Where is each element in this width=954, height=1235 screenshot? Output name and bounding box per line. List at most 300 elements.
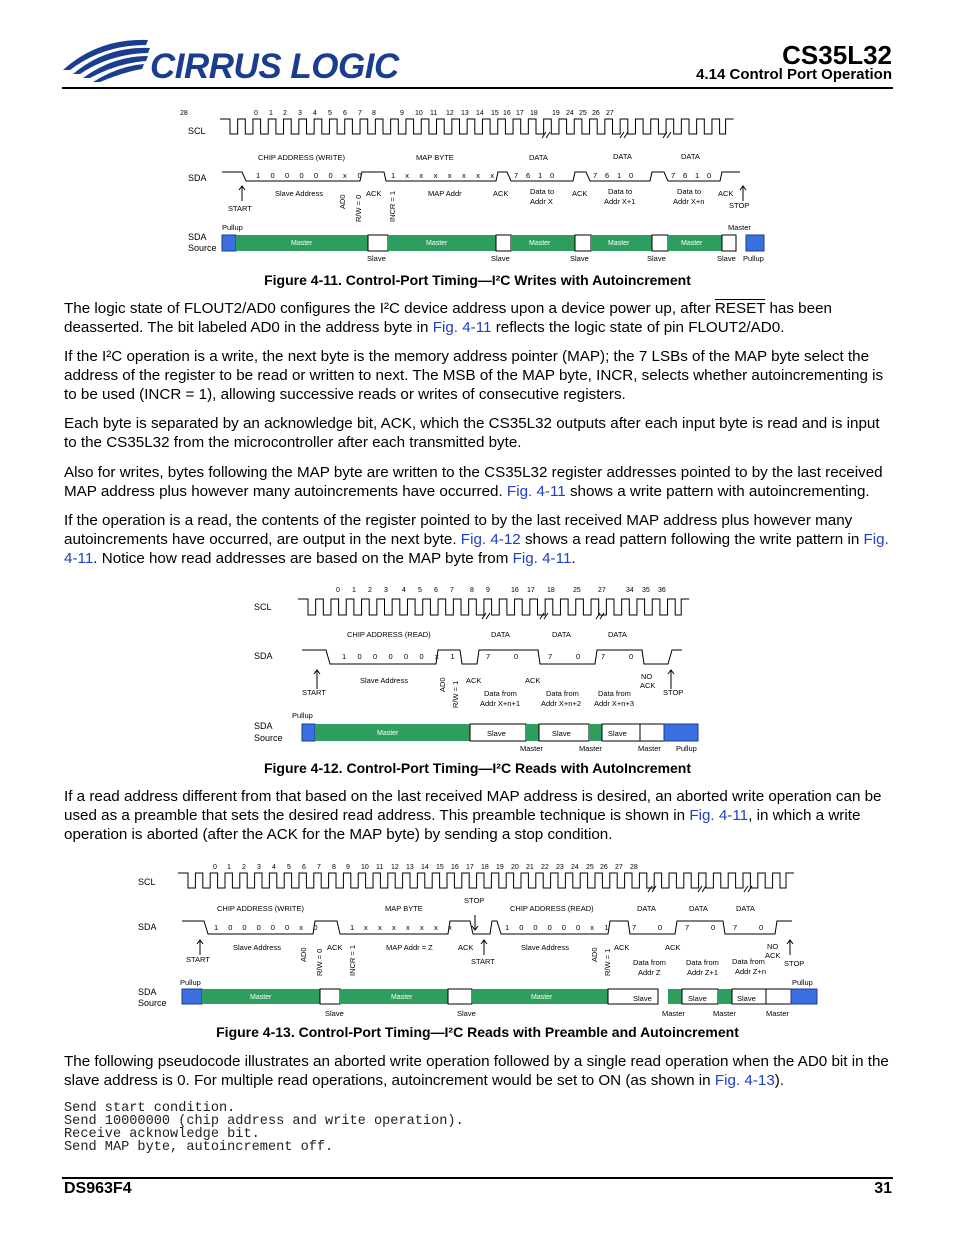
clock-number: 14 [421,864,429,871]
bit-value: 1 [214,923,219,932]
fig-4-11-link[interactable]: Fig. 4-11 [512,550,572,567]
bit-value: 7 [733,923,738,932]
clock-number: 22 [541,864,549,871]
bit-value: 0 [270,923,275,932]
bit-value: 1 [450,652,455,661]
ad0-label-1: AD0 [299,947,308,962]
clock-number: 25 [573,587,581,594]
fig-4-11-link[interactable]: Fig. 4-11 [689,807,749,824]
data-to-label-3: Data to [677,187,702,196]
clock-number: 12 [391,864,399,871]
ack-label-1: ACK [327,943,343,952]
rw-label: R/W = 0 [354,194,363,222]
figure-4-11-caption: Figure 4-11. Control-Port Timing—I²C Writes with Autoincrement [264,272,691,288]
source-label-2: Source [254,733,283,743]
figure-4-13-diagram [130,858,830,1020]
scl-label: SCL [188,126,206,136]
clock-number: 5 [418,587,422,594]
clock-number: 2 [368,587,372,594]
data-label-2: DATA [689,904,708,913]
reset-signal: RESET [714,300,766,317]
bit-value: x [476,171,480,180]
clock-number: 25 [579,110,587,117]
page-number: 31 [874,1180,892,1197]
waveform-break-mark [596,613,604,619]
slave-bar-label-1: Slave [633,994,652,1003]
clock-number: 18 [530,110,538,117]
clock-number: 16 [451,864,459,871]
data-from-label-3: Data from [598,689,631,698]
data-from-label-2: Data from [546,689,579,698]
document-title: CS35L32 [782,40,892,70]
bit-value: 0 [658,923,663,932]
bit-value: x [590,923,594,932]
paragraph-3: Each byte is separated by an acknowledge bit, ACK, which the CS35L32 outputs after each input byte is read and is input to the CS35L32 from the microcontroller after each transmitted byte. [64,415,880,451]
master-label-6: Master [766,1009,789,1018]
paragraph-7 [64,1052,894,1090]
slave-label-2: Slave [552,729,571,738]
master-label-2: Master [391,994,413,1001]
addr-z1-label: Addr Z+1 [687,968,719,977]
bit-value: x [378,923,382,932]
start-label: START [228,204,252,213]
fig-4-12-link[interactable]: Fig. 4-12 [460,531,521,548]
figure-4-12-caption: Figure 4-12. Control-Port Timing—I²C Reads with AutoIncrement [263,760,692,776]
bit-value: 1 [350,923,355,932]
figure-4-12-diagram [250,582,710,758]
p4-text-b: shows a write pattern with autoincrementing. [565,483,870,500]
bit-value: 0 [533,923,538,932]
paragraph-5 [64,511,894,568]
bit-value: 1 [604,923,609,932]
clock-number: 20 [511,864,519,871]
pullup-label-1: Pullup [222,223,243,232]
bit-value: 0 [629,171,634,180]
bit-value: 0 [242,923,247,932]
start-label-2: START [471,957,495,966]
rw-label: R/W = 1 [451,680,460,708]
bit-value: 0 [519,923,524,932]
bit-value: 0 [388,652,393,661]
addr-xn1-label: Addr X+n+1 [480,699,521,708]
bit-value: 0 [550,171,555,180]
slave-label-2: Slave [491,254,510,263]
bit-value: 7 [548,652,553,661]
bit-value: 0 [285,923,290,932]
p6-text-a: If a read address different from that based on the last received MAP address is desired, an aborted write operation can be used as a preamble that sets the desired read address. This preamble technique is shown in [64,788,882,824]
bit-value: 6 [605,171,610,180]
bit-value: x [364,923,368,932]
bit-value: x [447,171,452,180]
stop-label: STOP [729,201,750,210]
bit-value: 1 [695,171,700,180]
master-label-3: Master [531,994,553,1001]
clock-number: 19 [496,864,504,871]
slave-label-3: Slave [570,254,589,263]
master-label-3: Master [529,240,551,247]
clock-number: 24 [566,110,574,117]
chip-address-label: CHIP ADDRESS (WRITE) [258,153,345,162]
figure-4-13-caption: Figure 4-13. Control-Port Timing—I²C Reads with Preamble and Autoincrement [216,1024,739,1040]
pullup-label-1: Pullup [180,978,201,987]
bit-value: 0 [270,171,275,180]
paragraph-1 [64,299,894,337]
bit-value: 7 [514,171,519,180]
slave-bar-label-3: Slave [737,994,756,1003]
clock-number: 5 [328,110,332,117]
ack-label-4: ACK [718,189,734,198]
waveform-break-mark [540,613,548,619]
bit-value: 0 [561,923,566,932]
fig-4-11-link[interactable]: Fig. 4-11 [64,531,889,567]
footer-rule [62,1177,893,1179]
incr-label: INCR = 1 [388,190,397,222]
ack-label-2: ACK [493,189,509,198]
clock-number: 10 [415,110,423,117]
clock-number: 0 [213,864,217,871]
p1-text-b: has been deasserted. The bit labeled AD0 in the address byte in [64,300,832,336]
bit-value: 0 [419,652,424,661]
waveform-break-mark [744,886,752,892]
p1-text-a: The logic state of FLOUT2/AD0 configures the I²C device address upon a device power up, after [64,300,715,317]
no-ack-label-1: NO [767,942,779,951]
clock-number: 7 [450,587,454,594]
master-label-5: Master [681,240,703,247]
bit-value: 0 [228,923,233,932]
clock-number: 14 [476,110,484,117]
data-from-label-2: Data from [686,958,719,967]
bit-value: 0 [357,171,362,180]
p7-text-b: ). [774,1072,785,1089]
bit-value: 0 [314,171,319,180]
slave-label-2: Slave [457,1009,476,1018]
bit-value: x [434,923,438,932]
master-label-4: Master [608,240,630,247]
p5-text-b: shows a read pattern following the write pattern in [520,531,864,548]
master-label-1: Master [250,994,272,1001]
bit-value: 1 [617,171,622,180]
chip-address-label: CHIP ADDRESS (READ) [347,630,431,639]
no-ack-label-2: ACK [640,681,656,690]
addr-x1-label: Addr X+1 [604,197,636,206]
p4-text-a: Also for writes, bytes following the MAP byte are written to the CS35L32 register addresses pointed to by the last received MAP address plus however many autoincrements have occurred. [64,464,883,500]
paragraph-4 [64,463,894,501]
addr-xn2-label: Addr X+n+2 [541,699,582,708]
slave-address-label-2: Slave Address [521,943,569,952]
clock-number: 4 [272,864,276,871]
addr-z-label: Addr Z [638,968,661,977]
bit-value: 1 [391,171,396,180]
ack-label-3: ACK [614,943,630,952]
paragraph-6 [64,787,894,844]
ad0-label: AD0 [338,194,347,209]
clock-number: 9 [400,110,404,117]
sda-label: SDA [254,651,273,661]
slave-label-4: Slave [647,254,666,263]
p1-text-c: reflects the logic state of pin FLOUT2/AD0. [491,319,785,336]
clock-number: 35 [642,587,650,594]
rw0-label: R/W = 0 [315,948,324,976]
bit-value: 0 [707,171,712,180]
data-label-3: DATA [681,152,700,161]
stop-label: STOP [784,959,805,968]
bit-value: 0 [576,652,581,661]
source-label: SDA [188,232,207,242]
stop-label: STOP [663,688,684,697]
clock-number: 18 [481,864,489,871]
clock-number: 27 [598,587,606,594]
bit-value: 0 [404,652,409,661]
bit-value: x [299,923,303,932]
clock-number: 17 [466,864,474,871]
clock-number: 26 [600,864,608,871]
map-addr-label: MAP Addr [428,189,462,198]
clock-number: 1 [269,110,273,117]
slave-address-label: Slave Address [360,676,408,685]
p6-text-b: , in which a write operation is aborted (after the ACK for the MAP byte) by sending a stop condition. [64,807,861,843]
master-label-4: Master [662,1009,685,1018]
bit-value: x [462,171,466,180]
data-label-3: DATA [736,904,755,913]
ad0-label: AD0 [438,677,447,692]
chip-address-write-label: CHIP ADDRESS (WRITE) [217,904,304,913]
stop-top-label: STOP [464,896,485,905]
no-ack-label-1: NO [641,672,653,681]
bit-value: 0 [547,923,552,932]
clock-number: 15 [491,110,499,117]
p5-text-c: . Notice how read addresses are based on the MAP byte from [93,550,513,567]
clock-number: 7 [358,110,362,117]
map-byte-label: MAP BYTE [385,904,423,913]
start-label-1: START [186,955,210,964]
chip-address-read-label: CHIP ADDRESS (READ) [510,904,594,913]
clock-number: 17 [527,587,535,594]
bit-value: x [435,652,439,661]
clock-number: 9 [486,587,490,594]
pseudocode-block: Send start condition. Send 10000000 (chip address and write operation). Receive acknowledge bit. Send MAP byte, autoincrement off. [64,1101,464,1155]
slave-label-5: Slave [717,254,736,263]
bit-value: 0 [357,652,362,661]
section-title: 4.14 Control Port Operation [696,66,892,83]
waveform-break-mark [620,132,628,138]
bit-value: x [420,923,424,932]
data-from-label-3: Data from [732,957,765,966]
map-addr-z-label: MAP Addr = Z [386,943,433,952]
bit-value: 0 [256,923,261,932]
data-label-1: DATA [529,153,548,162]
clock-number: 21 [526,864,534,871]
clock-number: 12 [446,110,454,117]
clock-number: 2 [242,864,246,871]
bit-value: 0 [299,171,304,180]
bit-value: x [406,923,410,932]
bit-value: x [433,171,438,180]
scl-label: SCL [254,602,272,612]
master-label-3: Master [579,744,602,753]
start-label: START [302,688,326,697]
scl-label: SCL [138,877,156,887]
header-rule [62,87,893,89]
slave-bar-label-2: Slave [688,994,707,1003]
clock-number: 0 [336,587,340,594]
clock-number: 27 [606,110,614,117]
clock-number: 34 [626,587,634,594]
clock-number: 2 [283,110,287,117]
data-label-2: DATA [552,630,571,639]
clock-number: 8 [332,864,336,871]
addr-x-label: Addr X [530,197,553,206]
source-label-2: Source [138,998,167,1008]
clock-number: 6 [343,110,347,117]
fig-4-11-link[interactable]: Fig. 4-11 [432,319,492,336]
no-ack-label-2: ACK [765,951,781,960]
clock-number: 3 [298,110,302,117]
addr-xn-label: Addr X+n [673,197,705,206]
bit-value: x [392,923,396,932]
data-to-label-2: Data to [608,187,633,196]
master-label-1: Master [377,730,399,737]
pullup-label-2: Pullup [792,978,813,987]
bit-value: 7 [593,171,598,180]
data-label-1: DATA [637,904,656,913]
bit-value: 7 [486,652,491,661]
p7-text-a: The following pseudocode illustrates an aborted write operation followed by a single read operation when the AD0 bit in the slave address is 0. For multiple read operations, autoincrement would be set to ON (as shown in [64,1053,889,1089]
clock-number: 23 [556,864,564,871]
bit-value: 0 [576,923,581,932]
rw1-label: R/W = 1 [603,948,612,976]
bit-value: 0 [759,923,764,932]
map-byte-label: MAP BYTE [416,153,454,162]
bit-value: x [405,171,409,180]
clock-number: 0 [254,110,258,117]
bit-value: x [419,171,424,180]
clock-number: 36 [658,587,666,594]
source-label: SDA [254,721,273,731]
slave-label-1: Slave [487,729,506,738]
source-label: SDA [138,987,157,997]
bit-value: 6 [526,171,531,180]
bit-value: 0 [373,652,378,661]
ad0-label-2: AD0 [590,947,599,962]
master-label-1: Master [291,240,313,247]
document-id: DS963F4 [64,1180,132,1197]
clock-number: 13 [406,864,414,871]
bit-value: 0 [514,652,519,661]
fig-4-11-link[interactable]: Fig. 4-11 [506,483,566,500]
ack-label-2: ACK [525,676,541,685]
clock-number: 27 [615,864,623,871]
ack-label-1: ACK [366,189,382,198]
p5-text-d: . [571,550,576,567]
master-label-5: Master [713,1009,736,1018]
bit-value: x [490,171,495,180]
clock-number: 3 [384,587,388,594]
pullup-label-2: Pullup [676,744,697,753]
data-label-2: DATA [613,152,632,161]
bit-value: 7 [685,923,690,932]
clock-number: 5 [287,864,291,871]
clock-number: 26 [592,110,600,117]
data-from-label-1: Data from [484,689,517,698]
clock-number: 15 [436,864,444,871]
clock-number: 17 [516,110,524,117]
ack-label-2: ACK [458,943,474,952]
slave-label-3: Slave [608,729,627,738]
sda-label: SDA [138,922,157,932]
bit-value: 0 [328,171,333,180]
slave-label-1: Slave [367,254,386,263]
waveform-break-mark [648,886,656,892]
clock-number: 24 [571,864,579,871]
bit-value: 7 [671,171,676,180]
clock-number: 19 [552,110,560,117]
clock-number: 8 [372,110,376,117]
clock-number: 6 [302,864,306,871]
bit-value: 0 [629,652,634,661]
data-from-label-1: Data from [633,958,666,967]
addr-zn-label: Addr Z+n [735,967,767,976]
clock-number: 10 [361,864,369,871]
bit-value: 1 [538,171,543,180]
waveform-break-mark [663,132,671,138]
bit-value: 0 [285,171,290,180]
master-label-4: Master [638,744,661,753]
clock-number: 9 [346,864,350,871]
clock-number: 8 [470,587,474,594]
slave-address-label-1: Slave Address [233,943,281,952]
clock-number: 7 [317,864,321,871]
clock-number: 4 [402,587,406,594]
bit-value: 7 [601,652,606,661]
ack-label-3: ACK [572,189,588,198]
clock-number: 25 [586,864,594,871]
clock-number: 6 [434,587,438,594]
data-label-3: DATA [608,630,627,639]
bit-value: 7 [632,923,637,932]
master-label-2: Master [426,240,448,247]
pullup-label-2: Pullup [743,254,764,263]
bit-value: 0 [313,923,318,932]
bit-value: 1 [505,923,510,932]
clock-number: 28 [180,110,188,117]
data-to-label-1: Data to [530,187,555,196]
slave-label-1: Slave [325,1009,344,1018]
slave-address-label: Slave Address [275,189,323,198]
pullup-label-1: Pullup [292,711,313,720]
logo-wordmark: CIRRUS LOGIC [150,47,399,86]
clock-number: 11 [376,864,384,871]
fig-4-13-link[interactable]: Fig. 4-13 [714,1072,775,1089]
ack-label-1: ACK [466,676,482,685]
p5-text-a: If the operation is a read, the contents of the register pointed to by the last received MAP address plus however many autoincrements have occurred, are output in the next byte. [64,512,853,548]
clock-number: 16 [511,587,519,594]
paragraph-2: If the I²C operation is a write, the next byte is the memory address pointer (MAP); the 7 LSBs of the MAP byte select the address of the register to be read or written to next. The MSB of the MAP byte, INCR, selects whether autoincrementing is to be used (INCR = 1), allowing successive reads or writes of consecutive registers. [64,348,884,403]
bit-value: x [448,923,452,932]
bit-value: 0 [711,923,716,932]
clock-number: 4 [313,110,317,117]
bit-value: 1 [256,171,261,180]
bit-value: x [343,171,347,180]
clock-number: 11 [430,110,438,117]
incr-label: INCR = 1 [348,944,357,976]
clock-number: 3 [257,864,261,871]
sda-label: SDA [188,173,207,183]
ack-label-4: ACK [665,943,681,952]
data-label-1: DATA [491,630,510,639]
master-label-top: Master [728,223,751,232]
waveform-break-mark [698,886,706,892]
clock-number: 1 [352,587,356,594]
